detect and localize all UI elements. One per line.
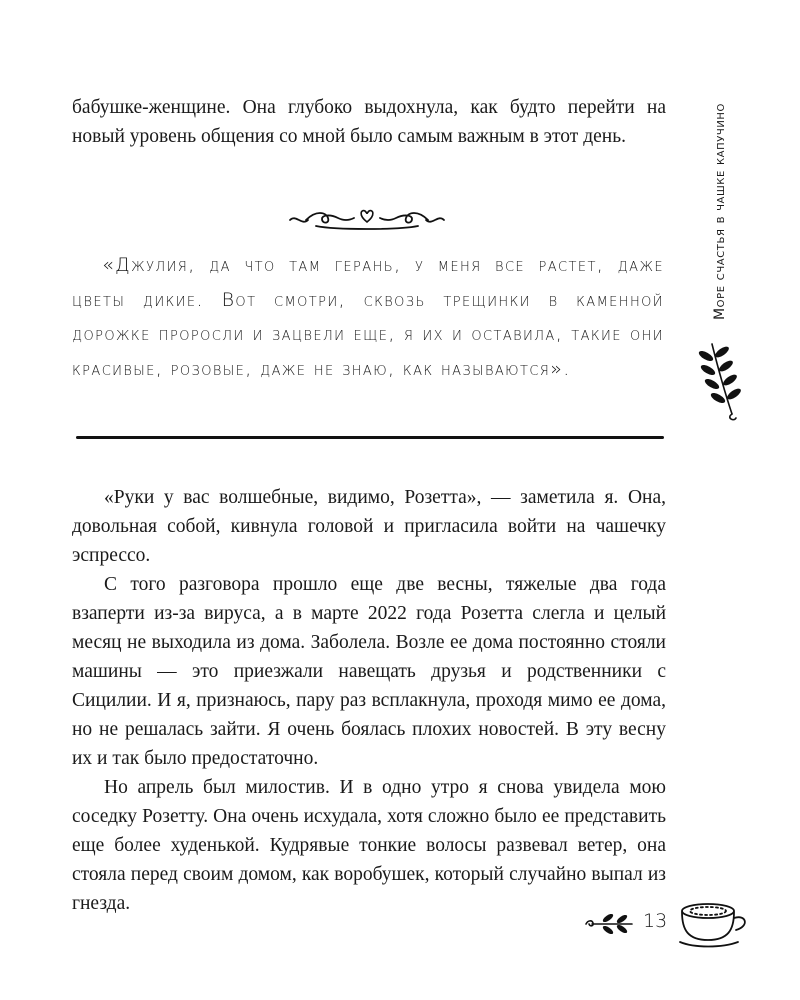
paragraph-2: С того разговора прошло еще две весны, тяжелые два года взаперти из-за вируса, а в марте 2022 года Розетта слегла и целый месяц не выходила из дома. Заболела. Возле ее дома постоянно стояли машины — это приезжали навещать друзья и родственники с Сицилии. И я, признаюсь, пару раз всплакнула, проходя мимо ее дома, но не решалась зайти. Я очень боялась плохих новостей. В эту весну их и так было предостаточно. <box>72 574 666 769</box>
quote-paragraph: «Джулия, да что там герань, у меня все растет, даже цветы дикие. Вот смотри, сквозь трещинки в каменной дорожке проросли и зацвели еще, я их и оставила, такие они красивые, розовые, даже не знаю, как называются». <box>72 254 664 380</box>
paragraph-1: «Руки у вас волшебные, видимо, Розетта», — заметила я. Она, довольная собой, кивнула головой и пригласила войти на чашечку эспрессо. <box>72 487 666 566</box>
leaf-sprig-icon <box>694 338 754 422</box>
page-number: 13 <box>643 910 668 932</box>
paragraph-3: Но апрель был милостив. И в одно утро я снова увидела мою соседку Розетту. Она очень исхудала, хотя сложно было ее представить еще более худенькой. Кудрявые тонкие волосы развевал ветер, она стояла перед своим домом, как воробушек, который случайно выпал из гнезда. <box>72 777 666 914</box>
divider-line <box>76 436 664 439</box>
running-head-title: Море счастья в чашке капучино <box>712 102 728 320</box>
swirl-heart-divider-icon <box>286 206 448 232</box>
paragraph-intro: бабушке-женщине. Она глубоко выдохнула, как будто перейти на новый уровень общения со мной было самым важным в этот день. <box>72 97 666 147</box>
coffee-cup-icon <box>674 900 754 950</box>
footer-sprig-icon <box>584 912 636 938</box>
